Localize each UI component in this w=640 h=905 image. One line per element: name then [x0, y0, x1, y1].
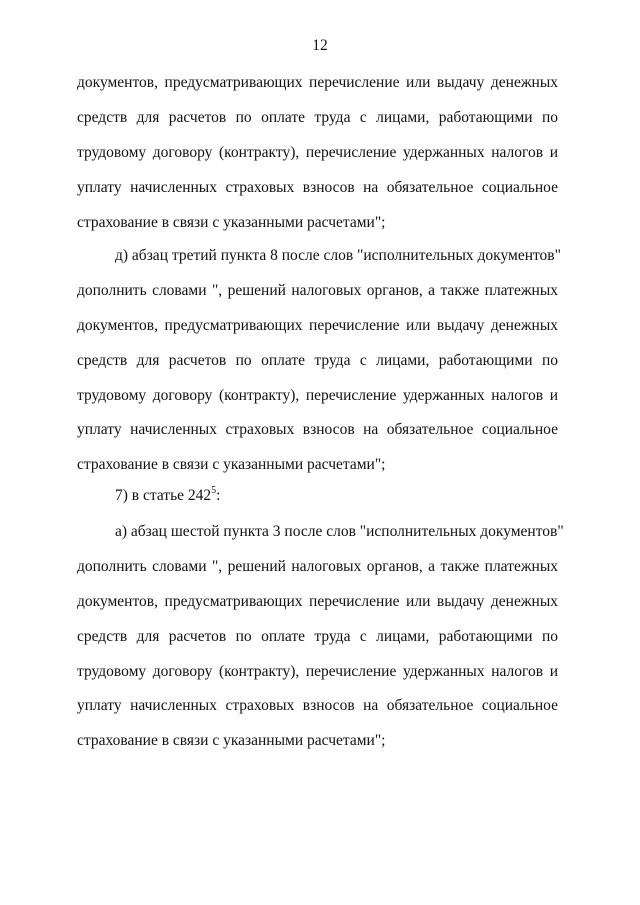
text-line: документов, предусматривающих перечисление или выдачу денежных — [77, 74, 558, 91]
article-heading-colon: : — [216, 487, 221, 504]
text-line: трудовому договору (контракту), перечисление удержанных налогов и — [77, 663, 558, 680]
text-line: средств для расчетов по оплате труда с лицами, работающими по — [77, 109, 558, 126]
text-line: страхование в связи с указанными расчетами"; — [77, 732, 386, 749]
text-line: уплату начисленных страховых взносов на обязательное социальное — [77, 179, 558, 196]
text-line: страхование в связи с указанными расчетами"; — [77, 456, 386, 473]
paragraph-first-line: а) абзац шестой пункта 3 после слов "исполнительных документов" — [115, 523, 564, 540]
text-line: документов, предусматривающих перечисление или выдачу денежных — [77, 317, 558, 334]
text-line: уплату начисленных страховых взносов на обязательное социальное — [77, 421, 558, 438]
paragraph-first-line: д) абзац третий пункта 8 после слов "исполнительных документов" — [115, 247, 561, 264]
article-heading — [115, 484, 221, 505]
text-line: страхование в связи с указанными расчетами"; — [77, 214, 386, 231]
text-line: трудовому договору (контракту), перечисление удержанных налогов и — [77, 144, 558, 161]
text-line: дополнить словами ", решений налоговых органов, а также платежных — [77, 558, 558, 575]
text-line: уплату начисленных страховых взносов на обязательное социальное — [77, 697, 558, 714]
page-number: 12 — [312, 37, 328, 54]
text-line: трудовому договору (контракту), перечисление удержанных налогов и — [77, 387, 558, 404]
text-line: средств для расчетов по оплате труда с лицами, работающими по — [77, 352, 558, 369]
text-line: средств для расчетов по оплате труда с лицами, работающими по — [77, 628, 558, 645]
article-superscript: 5 — [211, 484, 217, 496]
text-line: дополнить словами ", решений налоговых органов, а также платежных — [77, 282, 558, 299]
text-line: документов, предусматривающих перечисление или выдачу денежных — [77, 593, 558, 610]
article-heading-text: 7) в статье 242 — [115, 487, 212, 504]
